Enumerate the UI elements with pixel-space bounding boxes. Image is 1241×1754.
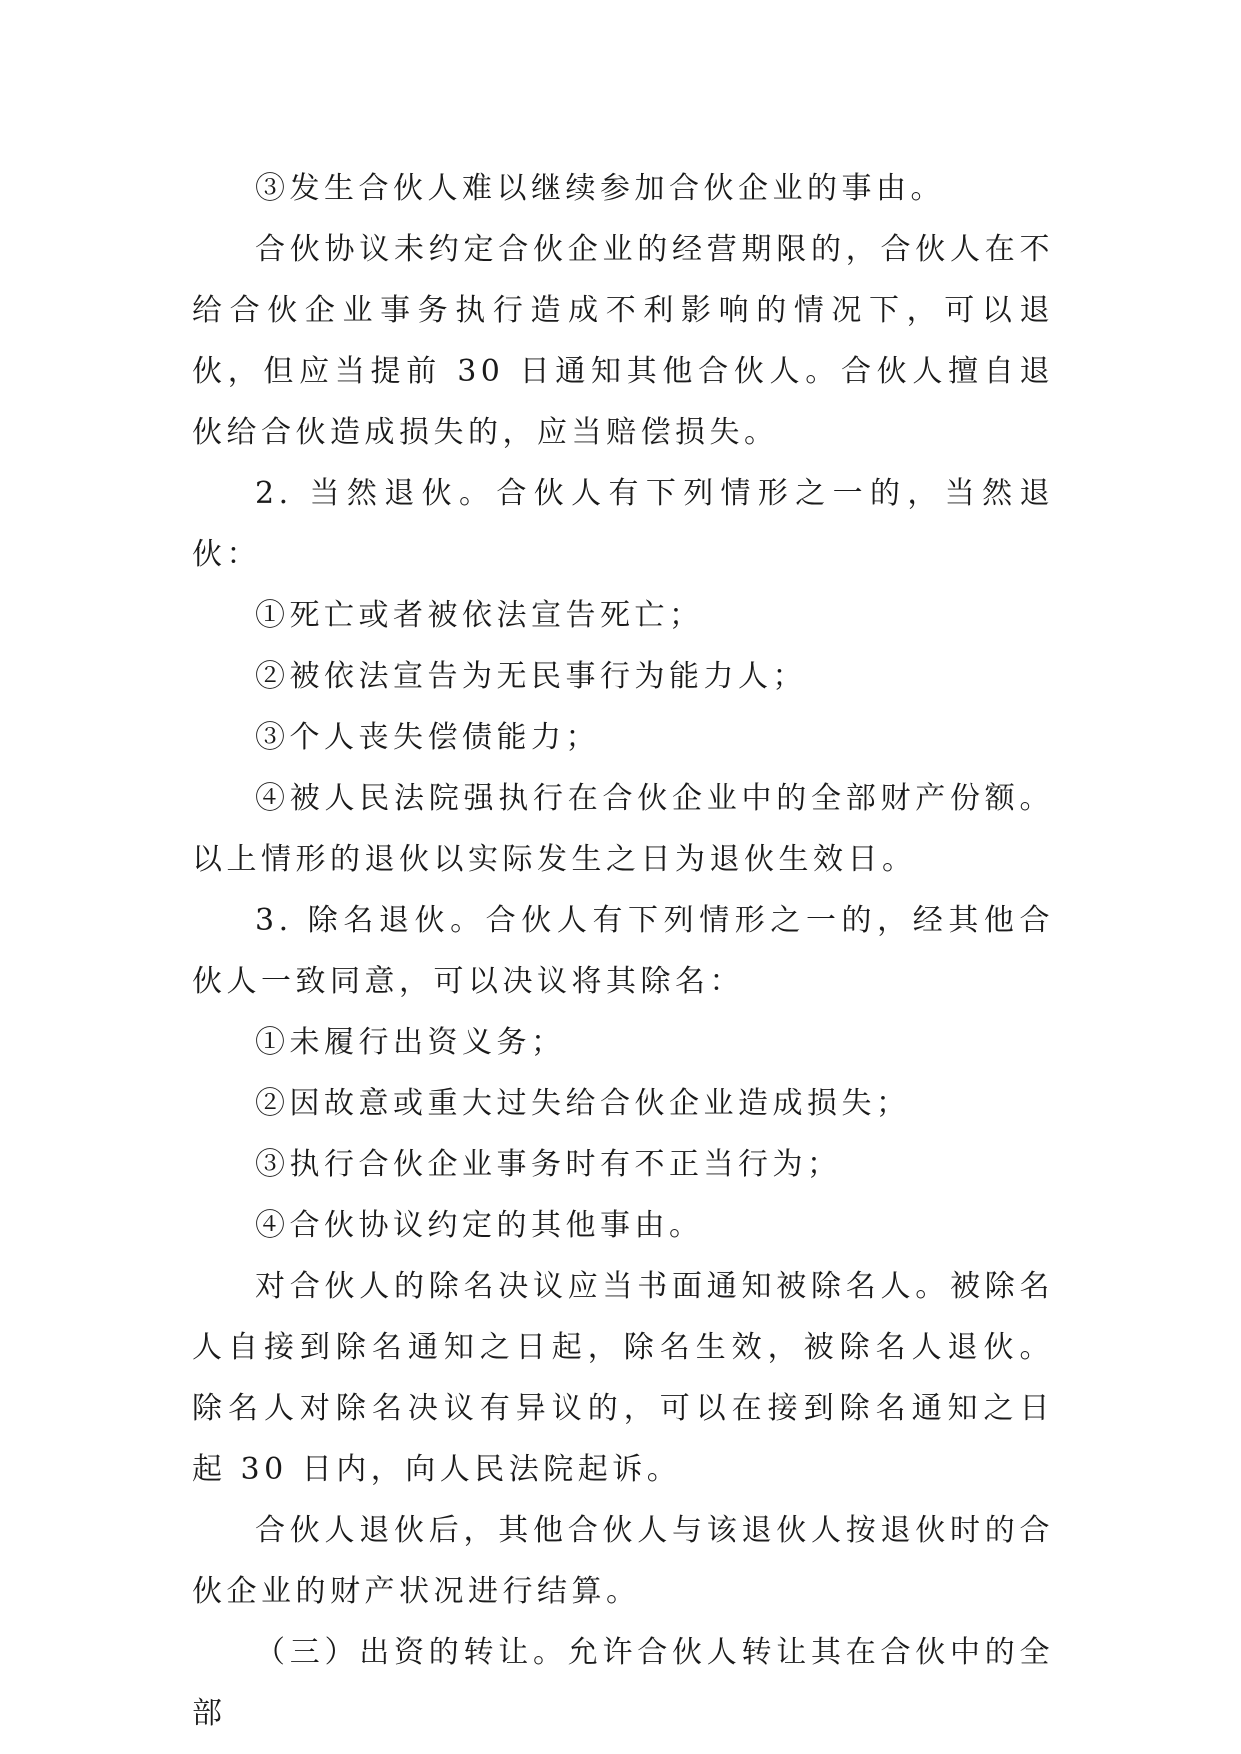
paragraph: ②被依法宣告为无民事行为能力人； [255,659,807,694]
paragraph: 3. 除名退伙。合伙人有下列情形之一的，经其他合伙人一致同意，可以决议将其除名： [192,903,1054,999]
paragraph: ③执行合伙企业事务时有不正当行为； [255,1147,842,1182]
paragraph: ③发生合伙人难以继续参加合伙企业的事由。 [255,171,945,206]
paragraph: 2. 当然退伙。合伙人有下列情形之一的，当然退伙： [192,476,1054,572]
document-body [192,158,1054,1744]
paragraph: ③个人丧失偿债能力； [255,720,600,755]
paragraph: ①死亡或者被依法宣告死亡； [255,598,704,633]
paragraph: ②因故意或重大过失给合伙企业造成损失； [255,1086,911,1121]
paragraph: 对合伙人的除名决议应当书面通知被除名人。被除名人自接到除名通知之日起，除名生效，被除名人退伙。除名人对除名决议有异议的，可以在接到除名通知之日起 30 日内，向人民法院起诉。 [192,1269,1054,1487]
paragraph: ④合伙协议约定的其他事由。 [255,1208,704,1243]
paragraph: （三）出资的转让。允许合伙人转让其在合伙中的全部 [192,1635,1054,1731]
paragraph: 合伙人退伙后，其他合伙人与该退伙人按退伙时的合伙企业的财产状况进行结算。 [192,1513,1054,1609]
paragraph: ④被人民法院强执行在合伙企业中的全部财产份额。以上情形的退伙以实际发生之日为退伙生效日。 [192,781,1054,877]
paragraph: 合伙协议未约定合伙企业的经营期限的，合伙人在不给合伙企业事务执行造成不利影响的情况下，可以退伙，但应当提前 30 日通知其他合伙人。合伙人擅自退伙给合伙造成损失的，应当赔偿损失。 [192,232,1054,450]
paragraph: ①未履行出资义务； [255,1025,566,1060]
